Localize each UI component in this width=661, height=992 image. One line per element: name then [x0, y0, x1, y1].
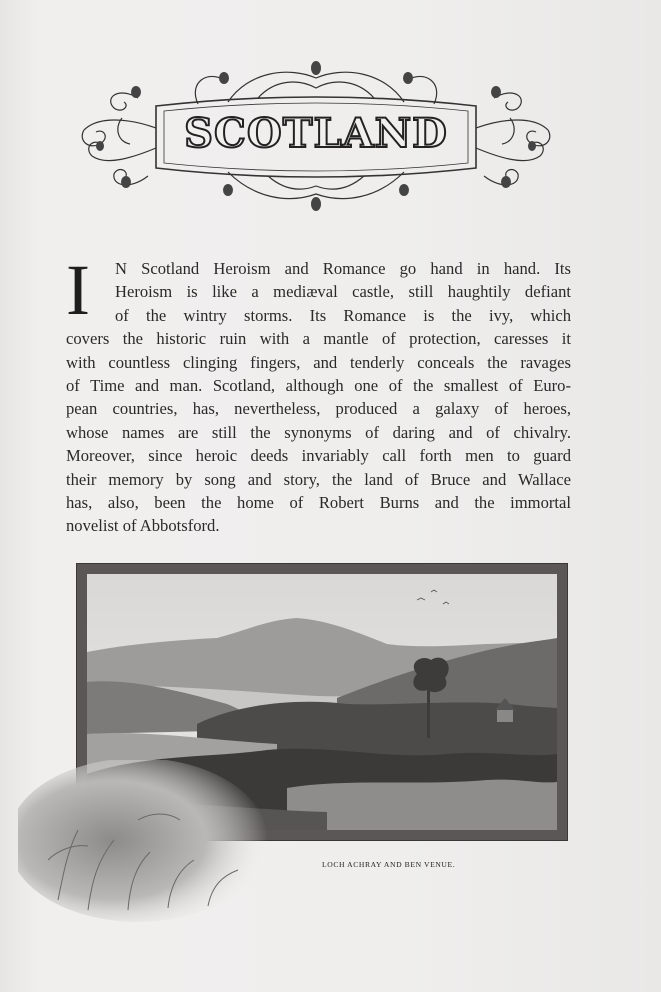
text-line: of Time and man. Scotland, although one of the smallest of Euro-	[66, 376, 571, 396]
text-line: N Scotland Heroism and Romance go hand in hand. Its	[115, 259, 571, 278]
text-line: with countless clinging fingers, and tenderly conceals the ravages	[66, 352, 571, 372]
text-line: covers the historic ruin with a mantle of protection, caresses it	[66, 329, 571, 349]
text-line: their memory by song and story, the land of Bruce and Wallace	[66, 469, 571, 489]
intro-paragraph	[66, 250, 571, 538]
text-line: novelist of Abbotsford.	[66, 516, 220, 536]
image-caption: LOCH ACHRAY AND BEN VENUE.	[322, 860, 456, 869]
text-line: of the wintry storms. Its Romance is the ivy, which	[115, 305, 571, 325]
text-line: Moreover, since heroic deeds invariably call forth men to guard	[66, 446, 571, 466]
text-line: pean countries, has, nevertheless, produced a galaxy of heroes,	[66, 399, 571, 419]
text-line: Heroism is like a mediæval castle, still haughtily defiant	[115, 282, 571, 302]
text-line: whose names are still the synonyms of daring and of chivalry.	[66, 422, 571, 442]
grass-foliage-icon	[18, 760, 288, 930]
foliage-vignette	[18, 760, 288, 930]
text-line: has, also, been the home of Robert Burns and the immortal	[66, 493, 571, 513]
title-banner	[78, 58, 554, 214]
drop-cap: I	[66, 250, 90, 330]
page-title: SCOTLAND	[184, 110, 448, 157]
